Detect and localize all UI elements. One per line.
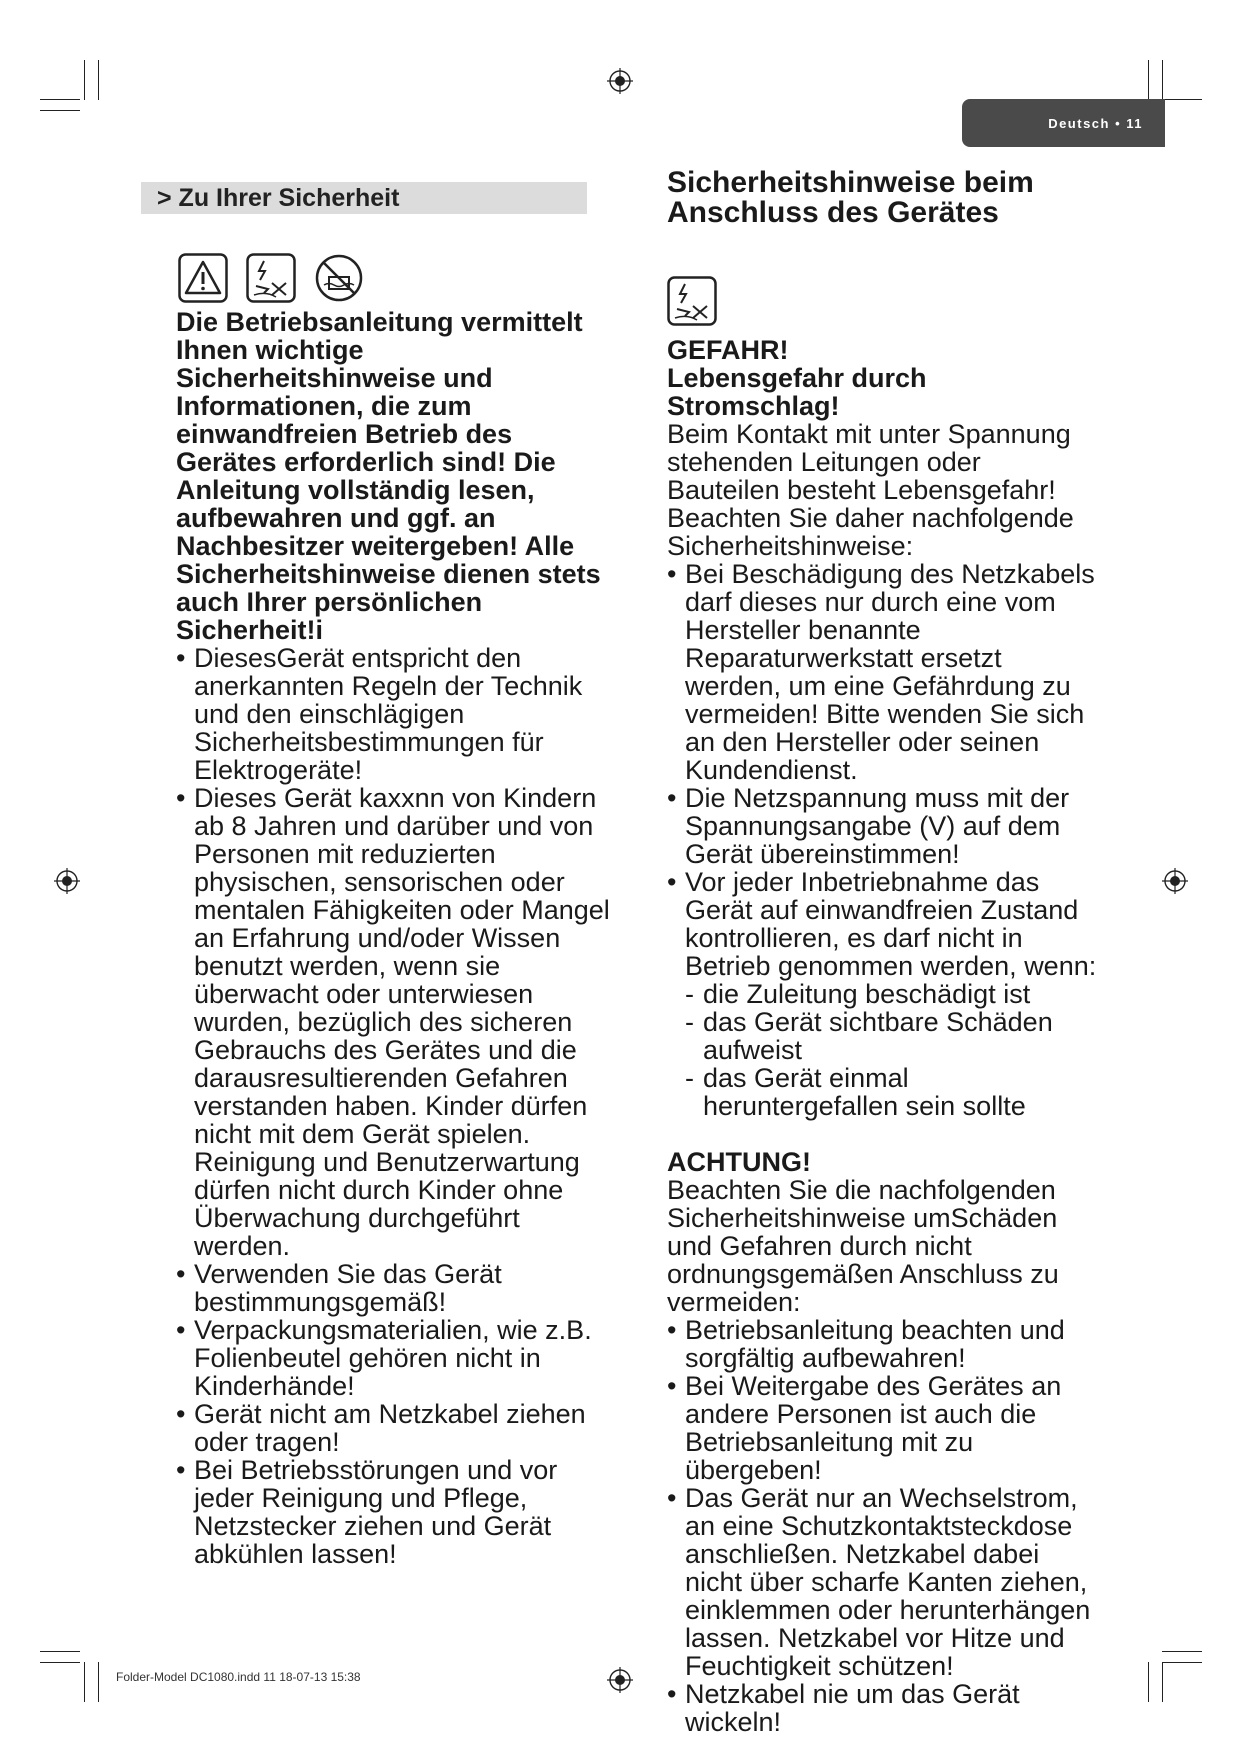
- danger-bullet-list: [667, 560, 1097, 1120]
- right-column: [667, 168, 1097, 1736]
- electric-shock-icon: [667, 276, 717, 326]
- crop-mark: [98, 1662, 99, 1702]
- intro-text: Die Betriebsanleitung vermittelt Ihnen wichtige Sicherheitshinweise und Informationen, die zum einwandfreien Betrieb des Gerätes erforderlich sind! Die Anleitung vollständig lesen, aufbewahren und ggf. an Nachbesitzer weitergeben! Alle Sicherheitshinweise dienen stets auch Ihrer persönlichen Sicherheit!i: [176, 307, 601, 645]
- registration-mark-icon: [54, 868, 80, 894]
- crop-mark: [1162, 99, 1202, 100]
- list-item: • Netzkabel nie um das Gerät wickeln!: [667, 1680, 1097, 1736]
- list-item: • Bei Beschädigung des Netzkabels darf dieses nur durch eine vom Hersteller benannte Reparaturwerkstatt ersetzt werden, um eine Gefährdung zu vermeiden! Bitte wenden Sie sich an den Hersteller oder seinen Kundendienst.: [667, 560, 1097, 784]
- crop-mark: [84, 1662, 85, 1702]
- crop-mark: [40, 110, 80, 111]
- crop-mark: [1162, 1662, 1163, 1702]
- caution-bullet-list: [667, 1316, 1097, 1736]
- list-item-text: Vor jeder Inbetriebnahme das Gerät auf einwandfreien Zustand kontrollieren, es darf nicht in Betrieb genommen werden, wenn:: [685, 867, 1097, 981]
- registration-mark-icon: [607, 1667, 633, 1693]
- list-item: • Dieses Gerät kaxxnn von Kindern ab 8 Jahren und darüber und von Personen mit reduzierten physischen, sensorischen oder mentalen Fähigkeiten oder Mangel an Erfahrung und/oder Wissen benutzt werden, wenn sie überwacht oder unterwiesen wurden, bezüglich des sicheren Gebrauchs des Gerätes und die darausresultierenden Gefahren verstanden haben. Kinder dürfen nicht mit dem Gerät spielen. Reinigung und Benutzerwartung dürfen nicht durch Kinder ohne Überwachung durchgeführt werden.: [176, 784, 616, 1260]
- registration-mark-icon: [1162, 868, 1188, 894]
- danger-sublist: [685, 980, 1097, 1120]
- crop-mark: [1148, 60, 1149, 100]
- list-item: • DiesesGerät entspricht den anerkannten Regeln der Technik und den einschlägigen Sicherheitsbestimmungen für Elektrogeräte!: [176, 644, 616, 784]
- left-column: [176, 308, 616, 1568]
- list-item: • Das Gerät nur an Wechselstrom, an eine Schutzkontaktsteckdose anschließen. Netzkabel dabei nicht über scharfe Kanten ziehen, einklemmen oder herunterhängen lassen. Netzkabel vor Hitze und Feuchtigkeit schützen!: [667, 1484, 1097, 1680]
- no-water-immersion-icon: [314, 253, 364, 303]
- danger-text: Beim Kontakt mit unter Spannung stehenden Leitungen oder Bauteilen besteht Lebensgefahr! Beachten Sie daher nachfolgende Sicherheitshinweise:: [667, 419, 1074, 561]
- caution-title: ACHTUNG!: [667, 1147, 811, 1177]
- page-number-tab: Deutsch • 11: [962, 99, 1165, 147]
- crop-mark: [1162, 1662, 1202, 1663]
- danger-subtitle: Lebensgefahr durch Stromschlag!: [667, 363, 927, 421]
- crop-mark: [40, 1651, 80, 1652]
- list-item: • Bei Betriebsstörungen und vor jeder Reinigung und Pflege, Netzstecker ziehen und Gerät abkühlen lassen!: [176, 1456, 616, 1568]
- crop-mark: [84, 60, 85, 100]
- crop-mark: [1162, 60, 1163, 100]
- list-item: • Verwenden Sie das Gerät bestimmungsgemäß!: [176, 1260, 616, 1316]
- danger-title: GEFAHR!: [667, 335, 789, 365]
- caution-text: Beachten Sie die nachfolgenden Sicherheitshinweise umSchäden und Gefahren durch nicht ordnungsgemäßen Anschluss zu vermeiden:: [667, 1175, 1059, 1317]
- crop-mark: [1148, 1662, 1149, 1702]
- sublist-item: - das Gerät sichtbare Schäden aufweist: [685, 1008, 1097, 1064]
- sublist-item: - das Gerät einmal heruntergefallen sein sollte: [685, 1064, 1097, 1120]
- list-item: • Die Netzspannung muss mit der Spannungsangabe (V) auf dem Gerät übereinstimmen!: [667, 784, 1097, 868]
- crop-mark: [40, 1662, 80, 1663]
- right-heading: Sicherheitshinweise beim Anschluss des Gerätes: [667, 166, 1034, 229]
- crop-mark: [1162, 1651, 1202, 1652]
- crop-mark: [40, 99, 80, 100]
- list-item: • Betriebsanleitung beachten und sorgfältig aufbewahren!: [667, 1316, 1097, 1372]
- electric-shock-icon: [246, 253, 296, 303]
- list-item: • Bei Weitergabe des Gerätes an andere Personen ist auch die Betriebsanleitung mit zu übergeben!: [667, 1372, 1097, 1484]
- sublist-item: - die Zuleitung beschädigt ist: [685, 980, 1097, 1008]
- list-item: • Gerät nicht am Netzkabel ziehen oder tragen!: [176, 1400, 616, 1456]
- list-item: • Verpackungsmaterialien, wie z.B. Folienbeutel gehören nicht in Kinderhände!: [176, 1316, 616, 1400]
- list-item: [667, 868, 1097, 1120]
- left-icon-row: [178, 253, 364, 303]
- section-title: > Zu Ihrer Sicherheit: [141, 182, 587, 214]
- crop-mark: [98, 60, 99, 100]
- left-bullet-list: [176, 644, 616, 1568]
- print-footer: Folder-Model DC1080.indd 11 18-07-13 15:38: [116, 1670, 361, 1684]
- warning-triangle-icon: [178, 253, 228, 303]
- registration-mark-icon: [607, 68, 633, 94]
